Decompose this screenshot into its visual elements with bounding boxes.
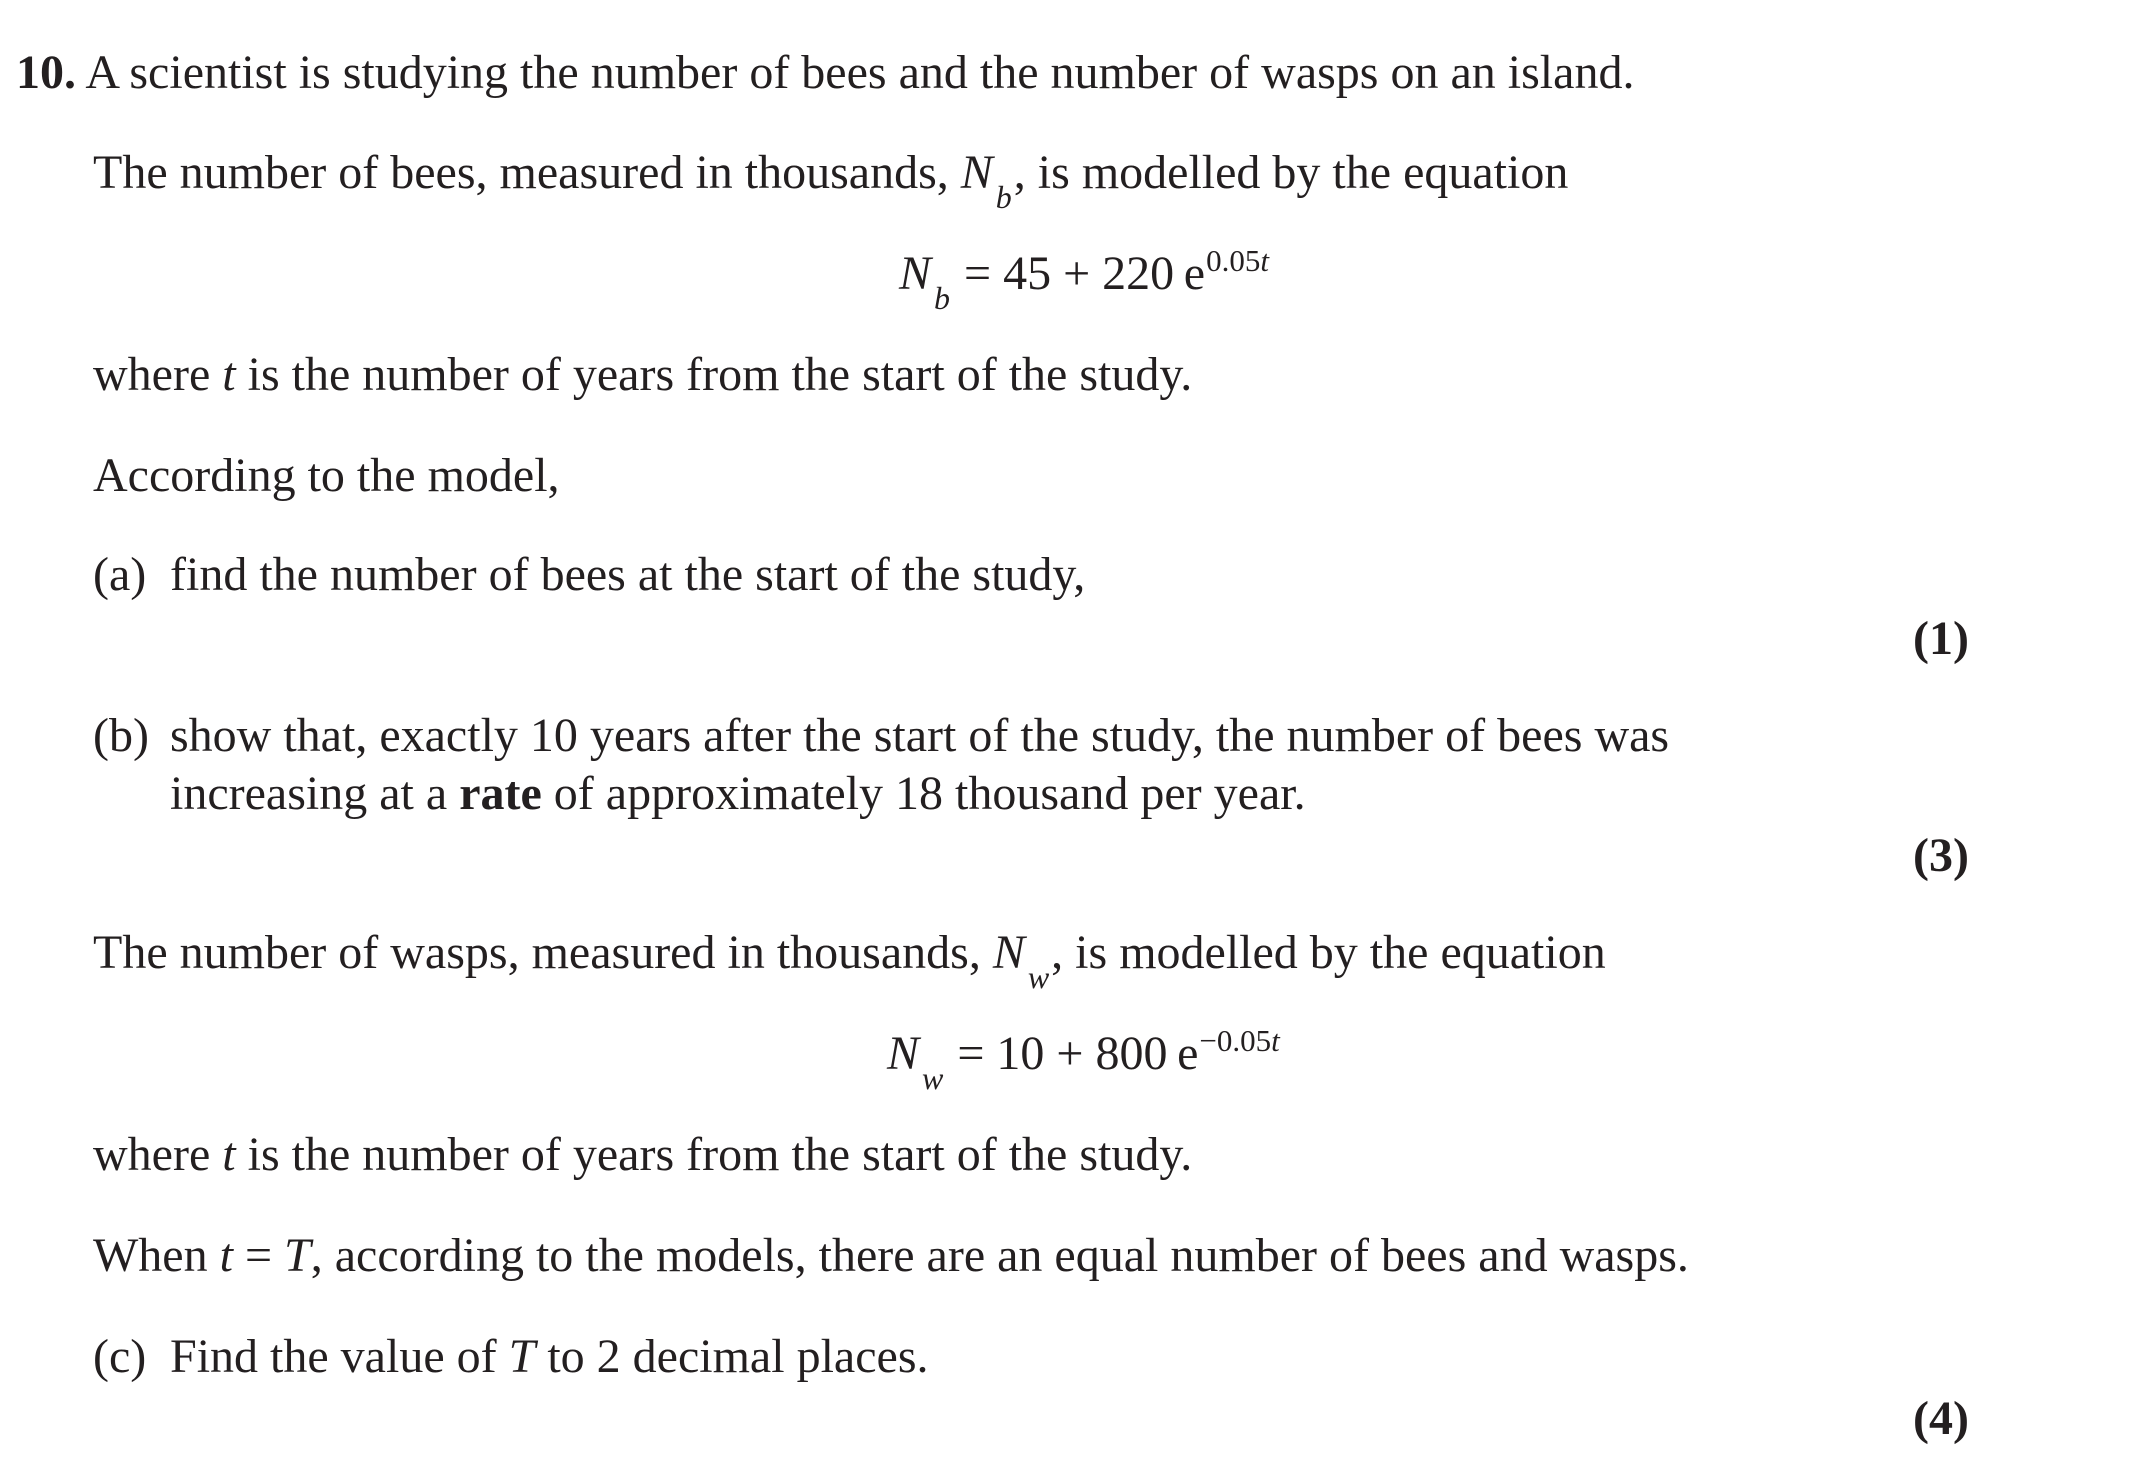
wasps-eq-exponent [1199, 1023, 1279, 1058]
wasps-eq-sub: w [922, 1060, 944, 1096]
part-b-line2-start: increasing at a [170, 767, 460, 820]
wasps-subscript: w [1027, 959, 1050, 995]
wasps-equation [887, 1023, 1280, 1096]
question-intro: A scientist is studying the number of bees and the number of wasps on an island. [85, 46, 1635, 99]
part-c-text [170, 1328, 929, 1386]
part-b-line2-end: of approximately 18 thousand per year. [541, 767, 1306, 820]
part-b-line2 [170, 765, 1306, 823]
bees-eq-lhs: N [899, 247, 932, 300]
wasps-eq-rhs: = 10 + 800 e [945, 1027, 1199, 1080]
bees-eq-sub: b [934, 280, 951, 316]
wasps-eq-exponent-var: t [1271, 1023, 1280, 1058]
when-var-t: t [219, 1229, 233, 1282]
wasps-symbol: N [992, 926, 1025, 979]
bees-symbol: N [960, 146, 993, 199]
part-c [93, 1328, 146, 1386]
bees-subscript: b [995, 179, 1012, 215]
part-c-label: (c) [93, 1330, 147, 1383]
where-var-1: t [222, 348, 236, 401]
part-b-line1: show that, exactly 10 years after the start of the study, the number of bees was [170, 709, 1670, 762]
when-eq: = [232, 1229, 285, 1282]
where-end-2: is the number of years from the start of the study. [235, 1128, 1193, 1181]
bees-description [93, 144, 1569, 215]
when-start: When [93, 1229, 220, 1282]
wasps-eq-lhs: N [887, 1027, 920, 1080]
part-c-var-T: T [508, 1330, 536, 1383]
question-intro-line [16, 44, 1634, 102]
part-b-label: (b) [93, 709, 149, 762]
when-var-T: T [284, 1229, 311, 1282]
when-end: , according to the models, there are an equal number of bees and wasps. [310, 1229, 1689, 1282]
bees-eq-exponent-num: 0.05 [1206, 243, 1261, 278]
wasps-desc-start: The number of wasps, measured in thousands, [93, 926, 993, 979]
part-c-marks: (4) [1913, 1392, 1969, 1445]
wasps-description [93, 924, 1606, 995]
according-line: According to the model, [93, 449, 560, 502]
part-b [93, 707, 149, 765]
where-line-2 [93, 1126, 1192, 1184]
question-number: 10. [16, 46, 76, 99]
bees-eq-exponent [1206, 243, 1269, 278]
bees-eq-rhs: = 45 + 220 e [952, 247, 1206, 300]
part-b-rate: rate [459, 767, 542, 820]
where-line-1 [93, 346, 1192, 404]
wasps-eq-exponent-num: −0.05 [1199, 1023, 1272, 1058]
part-a-text: find the number of bees at the start of the study, [170, 548, 1086, 601]
bees-eq-exponent-var: t [1260, 243, 1269, 278]
where-start-1: where [93, 348, 223, 401]
part-c-start: Find the value of [170, 1330, 509, 1383]
part-a [93, 546, 146, 604]
bees-equation [899, 243, 1269, 316]
wasps-desc-end: , is modelled by the equation [1051, 926, 1606, 979]
where-end-1: is the number of years from the start of the study. [235, 348, 1193, 401]
when-line [93, 1227, 1689, 1285]
where-start-2: where [93, 1128, 223, 1181]
part-c-end: to 2 decimal places. [535, 1330, 929, 1383]
bees-desc-end: , is modelled by the equation [1013, 146, 1569, 199]
where-var-2: t [222, 1128, 236, 1181]
bees-desc-start: The number of bees, measured in thousands, [93, 146, 961, 199]
part-a-marks: (1) [1913, 612, 1969, 665]
part-a-label: (a) [93, 548, 147, 601]
part-b-marks: (3) [1913, 829, 1969, 882]
